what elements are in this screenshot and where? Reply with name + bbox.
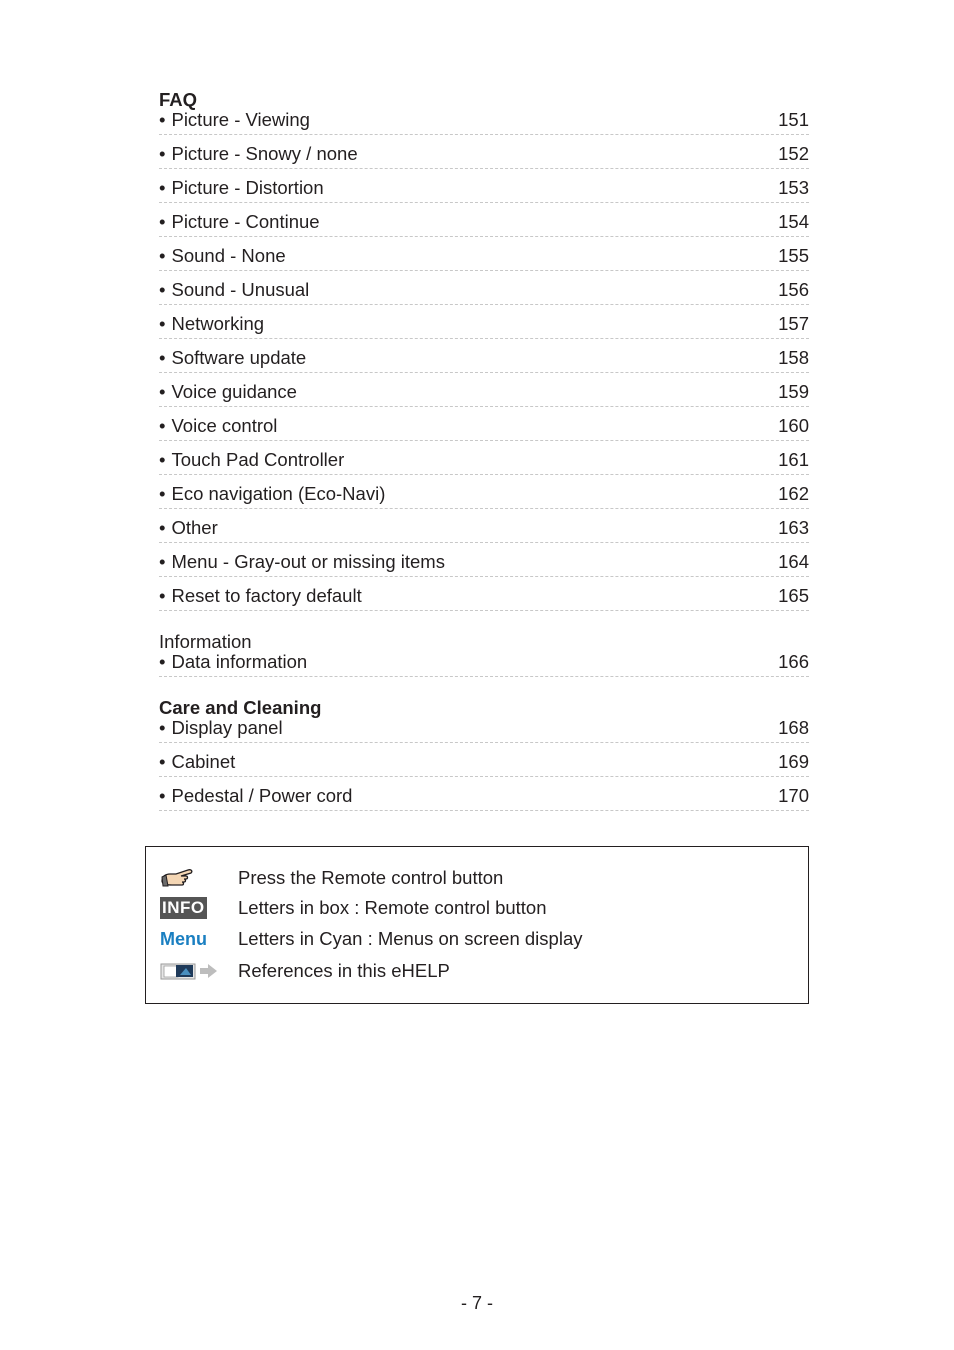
toc-entry-page: 161 bbox=[778, 449, 809, 470]
toc-entry-page: 155 bbox=[778, 245, 809, 266]
toc-entry-label: • Sound - None bbox=[159, 245, 286, 267]
legend-reference-text: References in this eHELP bbox=[238, 960, 450, 981]
toc-entry-page: 157 bbox=[778, 313, 809, 334]
toc-entry-page: 165 bbox=[778, 585, 809, 606]
toc-section bbox=[159, 630, 809, 677]
toc-entry-page: 163 bbox=[778, 517, 809, 538]
toc-entry[interactable] bbox=[159, 169, 809, 203]
toc-entry-page: 166 bbox=[778, 651, 809, 672]
toc-entry-page: 151 bbox=[778, 109, 809, 130]
toc-entry[interactable] bbox=[159, 577, 809, 611]
toc-entry[interactable] bbox=[159, 135, 809, 169]
toc-entry-label: • Voice control bbox=[159, 415, 277, 437]
legend-row-remote bbox=[160, 865, 503, 891]
toc-entry[interactable] bbox=[159, 237, 809, 271]
legend-row-menu bbox=[160, 926, 582, 952]
toc-entry-label: • Cabinet bbox=[159, 751, 235, 773]
toc-entry-page: 153 bbox=[778, 177, 809, 198]
section-title: Care and Cleaning bbox=[159, 697, 322, 718]
toc-entry-label: • Picture - Continue bbox=[159, 211, 320, 233]
toc-entry-page: 162 bbox=[778, 483, 809, 504]
toc-entry[interactable] bbox=[159, 305, 809, 339]
legend-menu-text: Letters in Cyan : Menus on screen display bbox=[238, 928, 583, 949]
toc-entry-label: • Picture - Snowy / none bbox=[159, 143, 358, 165]
toc-entry[interactable] bbox=[159, 109, 809, 135]
page-number: - 7 - bbox=[460, 1293, 493, 1313]
toc-entry-label: • Reset to factory default bbox=[159, 585, 362, 607]
toc-entry-page: 170 bbox=[778, 785, 809, 806]
toc-entry[interactable] bbox=[159, 777, 809, 811]
toc-entry[interactable] bbox=[159, 373, 809, 407]
toc-entry-page: 156 bbox=[778, 279, 809, 300]
section-title: FAQ bbox=[159, 89, 198, 110]
toc-entry-page: 152 bbox=[778, 143, 809, 164]
toc-entry-label: • Picture - Viewing bbox=[159, 109, 310, 131]
toc-entry-page: 158 bbox=[778, 347, 809, 368]
toc-entry-page: 168 bbox=[778, 717, 809, 738]
section-gap bbox=[159, 611, 809, 630]
toc-entry[interactable] bbox=[159, 203, 809, 237]
toc-entry-page: 164 bbox=[778, 551, 809, 572]
toc-entry-label: • Sound - Unusual bbox=[159, 279, 309, 301]
toc-entry[interactable] bbox=[159, 407, 809, 441]
toc-entry[interactable] bbox=[159, 271, 809, 305]
toc-entry[interactable] bbox=[159, 743, 809, 777]
ehelp-reference-icon bbox=[160, 961, 238, 981]
menu-cyan-sample: Menu bbox=[160, 928, 207, 949]
legend-row-reference bbox=[160, 958, 450, 984]
toc-entry-label: • Software update bbox=[159, 347, 306, 369]
toc-entry-label: • Pedestal / Power cord bbox=[159, 785, 352, 807]
pointing-hand-icon bbox=[160, 867, 238, 889]
legend-info-text: Letters in box : Remote control button bbox=[238, 897, 547, 918]
toc-entry-label: • Eco navigation (Eco-Navi) bbox=[159, 483, 385, 505]
toc-entry-label: • Picture - Distortion bbox=[159, 177, 324, 199]
section-gap bbox=[159, 677, 809, 696]
toc-entry-label: • Networking bbox=[159, 313, 264, 335]
toc-entry[interactable] bbox=[159, 441, 809, 475]
section-title: Information bbox=[159, 631, 252, 652]
toc-entry-label: • Voice guidance bbox=[159, 381, 297, 403]
toc-entry-label: • Other bbox=[159, 517, 218, 539]
toc-entry[interactable] bbox=[159, 717, 809, 743]
legend-remote-text: Press the Remote control button bbox=[238, 867, 504, 888]
toc-entry-label: • Display panel bbox=[159, 717, 283, 739]
toc-entry-page: 160 bbox=[778, 415, 809, 436]
info-button-sample: INFO bbox=[162, 898, 205, 917]
toc-entry-page: 159 bbox=[778, 381, 809, 402]
toc-entry-page: 154 bbox=[778, 211, 809, 232]
legend-row-info bbox=[160, 895, 547, 921]
toc-entry-label: • Menu - Gray-out or missing items bbox=[159, 551, 445, 573]
toc-section bbox=[159, 696, 809, 811]
toc-entry[interactable] bbox=[159, 509, 809, 543]
toc-entry-page: 169 bbox=[778, 751, 809, 772]
toc-section bbox=[159, 88, 809, 611]
toc-entry[interactable] bbox=[159, 651, 809, 677]
toc-entry[interactable] bbox=[159, 339, 809, 373]
toc-entry-label: • Data information bbox=[159, 651, 307, 673]
toc-entry-label: • Touch Pad Controller bbox=[159, 449, 344, 471]
toc-entry[interactable] bbox=[159, 543, 809, 577]
toc-entry[interactable] bbox=[159, 475, 809, 509]
legend-box bbox=[145, 846, 809, 1004]
table-of-contents bbox=[159, 88, 809, 811]
